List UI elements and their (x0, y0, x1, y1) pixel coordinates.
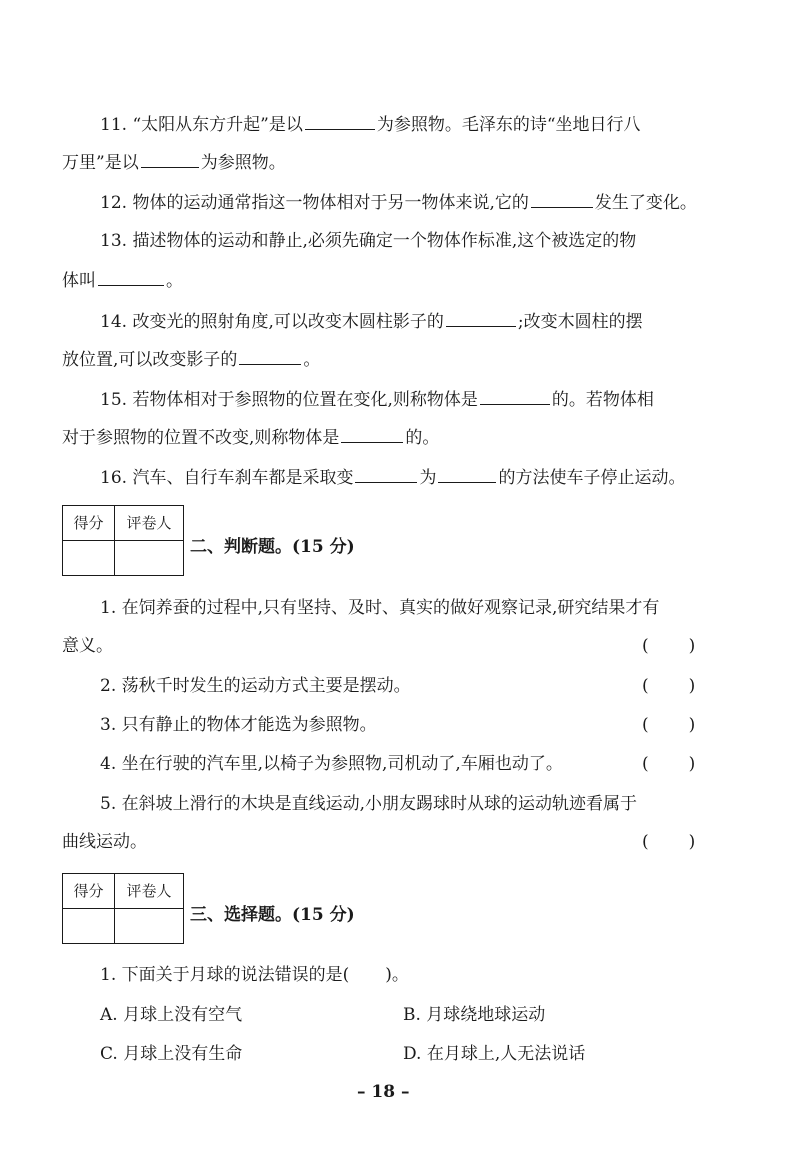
paren-close: ) (688, 715, 696, 735)
question-13-line1 (100, 229, 636, 253)
question-11-text-b: 为参照物。毛泽东的诗“坐地日行八 (376, 115, 641, 135)
answer-blank[interactable] (141, 149, 199, 168)
answer-blank[interactable] (305, 111, 375, 130)
question-16-text-c: 的方法使车子停止运动。 (498, 468, 686, 488)
question-12-text-b: 发生了变化。 (594, 193, 697, 213)
question-11-line2 (62, 149, 286, 175)
score-cell[interactable] (63, 541, 115, 576)
question-11-text-d: 为参照物。 (200, 153, 286, 173)
question-11-text-a: 11. “太阳从东方升起”是以 (100, 115, 303, 135)
grader-cell[interactable] (115, 909, 184, 944)
answer-blank[interactable] (438, 464, 496, 483)
question-13-line2 (62, 267, 183, 293)
paren-close: ) (688, 754, 696, 774)
paren-close: ) (688, 676, 696, 696)
question-13-text-c: 。 (166, 271, 183, 291)
answer-blank[interactable] (446, 308, 516, 327)
answer-blank[interactable] (531, 189, 593, 208)
question-11-line1 (100, 111, 641, 137)
paren-open: ( (642, 676, 649, 696)
question-16-text-a: 16. 汽车、自行车刹车都是采取变 (100, 468, 354, 488)
question-14-text-a: 14. 改变光的照射角度,可以改变木圆柱影子的 (100, 312, 444, 332)
question-15-text-b: 的。若物体相 (551, 390, 654, 410)
judge-question-3 (100, 713, 377, 737)
judge-question-5-line1 (100, 792, 637, 816)
question-13-text-b: 体叫 (62, 271, 96, 291)
option-b-label: B. 月球绕地球运动 (403, 1005, 546, 1025)
question-14-line1 (100, 308, 643, 334)
option-a[interactable] (100, 1003, 242, 1027)
score-label: 得分 (63, 874, 115, 909)
answer-blank[interactable] (355, 464, 417, 483)
judge-question-5-text-a: 5. 在斜坡上滑行的木块是直线运动,小朋友踢球时从球的运动轨迹看属于 (100, 794, 638, 814)
choice-question-1-stem-a: 1. 下面关于月球的说法错误的是( (100, 965, 350, 985)
paren-open: ( (642, 832, 649, 852)
question-16-text-b: 为 (419, 468, 437, 488)
answer-blank[interactable] (98, 267, 164, 286)
judge-question-4-text: 4. 坐在行驶的汽车里,以椅子为参照物,司机动了,车厢也动了。 (100, 754, 563, 774)
question-15-text-c: 对于参照物的位置不改变,则称物体是 (62, 428, 340, 448)
question-15-line1 (100, 386, 654, 412)
judge-question-1-text-a: 1. 在饲养蚕的过程中,只有坚持、及时、真实的做好观察记录,研究结果才有 (100, 598, 660, 618)
judge-question-1-line2 (62, 634, 113, 658)
judge-question-1-line1 (100, 596, 659, 620)
judge-question-1-text-b: 意义。 (62, 636, 113, 656)
question-16 (100, 464, 685, 490)
section-title-choice: 三、选择题。(15 分) (190, 905, 355, 925)
judge-question-3-text: 3. 只有静止的物体才能选为参照物。 (100, 715, 377, 735)
answer-parens[interactable] (642, 713, 695, 737)
option-d[interactable] (403, 1042, 585, 1066)
answer-blank[interactable] (480, 386, 550, 405)
choice-question-1 (100, 963, 409, 987)
question-14-line2 (62, 346, 320, 372)
grader-label: 评卷人 (115, 874, 184, 909)
option-b[interactable] (403, 1003, 545, 1027)
judge-question-2-text: 2. 荡秋千时发生的运动方式主要是摆动。 (100, 676, 411, 696)
question-14-text-c: 放位置,可以改变影子的 (62, 350, 238, 370)
judge-question-5-line2 (62, 830, 147, 854)
question-12 (100, 189, 697, 215)
question-15-line2 (62, 424, 439, 450)
score-label: 得分 (63, 506, 115, 541)
question-12-text-a: 12. 物体的运动通常指这一物体相对于另一物体来说,它的 (100, 193, 529, 213)
answer-parens[interactable] (642, 752, 695, 776)
question-11-text-c: 万里”是以 (62, 153, 139, 173)
option-c[interactable] (100, 1042, 242, 1066)
page-number: – 18 – (357, 1082, 410, 1102)
answer-parens[interactable] (642, 674, 695, 698)
option-c-label: C. 月球上没有生命 (100, 1044, 243, 1064)
question-14-text-d: 。 (303, 350, 321, 370)
option-d-label: D. 在月球上,人无法说话 (403, 1044, 586, 1064)
answer-parens[interactable] (642, 634, 695, 658)
answer-blank[interactable] (239, 346, 301, 365)
judge-question-2 (100, 674, 411, 698)
paren-close: ) (688, 636, 696, 656)
judge-question-4 (100, 752, 563, 776)
score-box-judge (62, 505, 184, 576)
grader-cell[interactable] (115, 541, 184, 576)
question-15-text-d: 的。 (405, 428, 440, 448)
paren-open: ( (642, 715, 649, 735)
answer-parens[interactable] (642, 830, 695, 854)
choice-question-1-stem-b: )。 (385, 965, 409, 985)
option-a-label: A. 月球上没有空气 (100, 1005, 243, 1025)
question-13-text-a: 13. 描述物体的运动和静止,必须先确定一个物体作标准,这个被选定的物 (100, 231, 637, 251)
question-14-text-b: ;改变木圆柱的摆 (517, 312, 643, 332)
score-box-choice (62, 873, 184, 944)
answer-blank[interactable] (341, 424, 403, 443)
grader-label: 评卷人 (115, 506, 184, 541)
paren-close: ) (688, 832, 696, 852)
section-title-judge: 二、判断题。(15 分) (190, 537, 355, 557)
paren-open: ( (642, 636, 649, 656)
judge-question-5-text-b: 曲线运动。 (62, 832, 147, 852)
paren-open: ( (642, 754, 649, 774)
score-cell[interactable] (63, 909, 115, 944)
question-15-text-a: 15. 若物体相对于参照物的位置在变化,则称物体是 (100, 390, 478, 410)
